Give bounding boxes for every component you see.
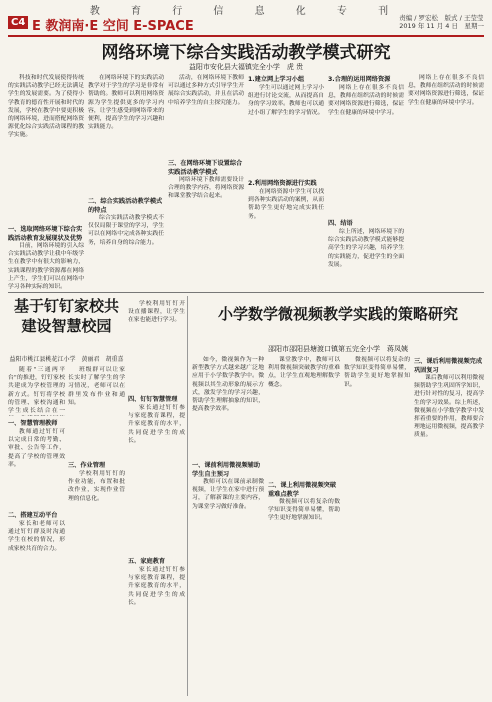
article2-col3-more <box>128 404 185 554</box>
article1-col5b <box>328 228 404 290</box>
article2-col3b <box>128 566 185 696</box>
article2-col2 <box>68 366 125 456</box>
article3-col2b <box>268 498 340 696</box>
article2-col3 <box>128 300 185 390</box>
article1-subhead: 一、选取网络环境下综合实践活动教育发展现状及优势 <box>8 226 83 242</box>
article3-headline: 小学数学微视频教学实践的策略研究 <box>217 305 458 323</box>
article3-subhead: 三、课后利用微视频完成巩固复习 <box>414 358 483 374</box>
article2-subhead: 二、搭建互动平台 <box>8 512 58 519</box>
paragraph: 网络环境下教师需要设计合理的教学内容，将网络资源和课堂教学结合起来。 <box>168 177 244 200</box>
page-number-badge: C4 <box>8 16 28 29</box>
paragraph: 网络上存在很多不良信息，教师在组织活动的时候需要对网络资源进行筛选，保证学生在健康的环境中学习。 <box>328 85 404 116</box>
article1-col2b <box>88 214 164 290</box>
article2-subhead: 三、作业管理 <box>68 462 106 469</box>
article1-col4 <box>248 84 324 174</box>
article3-col1b <box>192 478 264 696</box>
article1-subhead: 三、在网络环境下设置综合实践活动教学模式 <box>168 160 243 176</box>
article2-col2b <box>68 470 125 696</box>
article2-headline: 基于钉钉家校共建设智慧校园 <box>13 297 119 335</box>
article1-col4b <box>248 188 324 290</box>
article2-byline: 益阳市桃江县桃花江小学 黄丽君 胡重喜 <box>9 356 124 363</box>
paragraph: 如今，微视频作为一种新型教学方式越来越广泛地应用于小学数学教学中。微视频以其生动形象的展示方式，激发学生的学习兴趣，帮助学生理解抽象的知识，提高教学效率。 <box>192 357 264 413</box>
masthead-row <box>0 14 492 34</box>
article2-col1b <box>8 428 65 508</box>
paragraph: 在网络资源中学生可以找到各种实践活动的案例，从而帮助学生更好地完成实践任务。 <box>248 189 324 220</box>
issue-date: 2019 年 11 月 4 日 星期一 <box>399 22 484 30</box>
article2-col1c <box>8 520 65 696</box>
paragraph: 科技和时代发展使得传统的实践活动教学已经无法满足学生的发展需要。为了使得小学教育的德育性开展和时代的发展，学校在教学中要更积极的网络环境，进而搭配网络资源优化综合实践活动课程的教学实施。 <box>8 75 84 139</box>
paragraph: 家长通过钉钉参与家庭教育课程，提升家庭教育的水平，共同促进学生的成长。 <box>128 567 185 606</box>
paragraph: 在网络环境下的实践活动教学对于学生的学习是非常有帮助的。教师可以利用网络资源为学生提供更多的学习内容，让学生感受到网络带来的便利，提高学生的学习兴趣和实践能力。 <box>88 75 164 131</box>
paragraph: 班级群可以让家长实时了解学生的学习情况，老师可以在群里发布作业和通知。 <box>68 367 125 406</box>
article1-col3b <box>168 176 244 290</box>
article1-col1 <box>8 74 84 222</box>
article1-subhead: 四、结语 <box>328 220 353 227</box>
paragraph: 活动，在网络环境下教师可以通过多种方式引导学生开展综合实践活动，并且在活动中培养学生的自主探究能力。 <box>168 75 244 106</box>
publication-name: E 教润南·E 空间 E-SPACE <box>32 19 194 34</box>
article3-col2 <box>268 356 340 476</box>
article3-byline: 邵阳市邵阳县塘渡口镇第五完全小学 蒋凤姨 <box>268 345 408 353</box>
article1-subhead: 1.建立网上学习小组 <box>248 76 305 83</box>
paragraph: 家长和老师可以通过钉钉群及时沟通学生在校的情况，形成家校共育的合力。 <box>8 521 65 552</box>
article3-col1 <box>192 356 264 456</box>
article1-col6 <box>408 74 484 290</box>
paragraph: 教师通过钉钉可以完成日常的考勤、审批、公告等工作，提高了学校的管理效率。 <box>8 429 65 468</box>
paragraph: 综合实践活动教学模式不仅仅局限于课堂的学习，学生可以在网络中完成各种实践任务，培养自身的综合能力。 <box>88 215 164 246</box>
article3-col3 <box>344 356 410 696</box>
article1-headline: 网络环境下综合实践活动教学模式研究 <box>101 43 391 63</box>
article1-subhead: 二、综合实践活动教学模式的特点 <box>88 198 163 214</box>
paragraph: 学生可以通过网上学习小组进行讨论交流，从而提高自身的学习效率。教师也可以通过小组了解学生的学习情况。 <box>248 85 324 116</box>
article3-subhead: 一、课前利用微视频辅助学生自主预习 <box>192 462 261 478</box>
article2-col1 <box>8 366 65 416</box>
paragraph: 随着"三通两平台"的推进，钉钉家校共建成为学校管理的新方式。钉钉将学校的管理、家校沟通和学生成长结合在一 <box>8 367 65 415</box>
paragraph: 学校利用钉钉开设直播课程，让学生在家也能进行学习。 <box>128 301 185 324</box>
paragraph: 课后教师可以利用微视频帮助学生巩固所学知识，进行针对性的复习，提高学生的学习效果。综上所述，微视频在小学数学教学中发挥着重要的作用，教师要合理地运用微视频，提高教学质量。 <box>414 375 484 439</box>
paragraph: 教师可以在课前录制微视频，让学生在家中进行预习，了解新课的主要内容，为课堂学习做好准备。 <box>192 479 264 510</box>
article2-subhead: 四、钉钉智慧管理 <box>128 396 178 403</box>
paragraph: 学校利用钉钉的作业功能，布置和批改作业，实现作业管理的信息化。 <box>68 471 125 502</box>
article3-col4 <box>414 374 484 696</box>
article2-subhead: 五、家庭教育 <box>128 558 166 565</box>
paragraph: 微视频可以将复杂的数学知识变得简单易懂，帮助学生更好地掌握知识。 <box>344 357 410 388</box>
paragraph: 目前，网络环境的引入综合实践活动教学让我中年级学生在教学中有很大的影响力，实践课程的教学资源都在网络上产生，学生们可以在网络中学习各种实际的知识。 <box>8 243 84 290</box>
masthead-rule <box>8 35 484 37</box>
masthead <box>0 0 492 40</box>
article1-col1b <box>8 242 84 290</box>
paragraph: 网络上存在很多不良信息，教师在组织活动的时候需要对网络资源进行筛选，保证学生在健康的环境中学习。 <box>408 75 484 106</box>
paragraph: 课堂教学中，教师可以利用微视频突破教学的重难点，让学生直观地理解数学概念。 <box>268 357 340 388</box>
paragraph: 综上所述，网络环境下的综合实践活动教学模式能够提高学生的学习兴趣，培养学生的实践能力，促进学生的全面发展。 <box>328 229 404 268</box>
editor-line: 责编 / 罗宏松 版式 / 王莹莹 <box>399 14 484 22</box>
article1-subhead: 3.合理的运用网络资源 <box>328 76 391 83</box>
masthead-title: 教 育 行 信 息 化 专 刊 <box>89 6 403 17</box>
column-divider <box>187 296 188 696</box>
paragraph: 微视频可以将复杂的数学知识变得简单易懂，帮助学生更好地掌握知识。 <box>268 499 340 522</box>
article1-byline: 益阳市安化县大福镇完全小学 虎 贵 <box>188 63 304 71</box>
article1-col3 <box>168 74 244 154</box>
editor-info <box>399 14 484 30</box>
paragraph: 家长通过钉钉参与家庭教育课程，提升家庭教育的水平，共同促进学生的成长。 <box>128 405 185 444</box>
article1-col2 <box>88 74 164 192</box>
article1-subhead: 2.利用网络资源进行实践 <box>248 180 317 187</box>
article3-subhead: 二、课上利用微视频突破重难点教学 <box>268 482 337 498</box>
article1-col5 <box>328 84 404 214</box>
section-divider <box>8 292 484 293</box>
article2-subhead: 一、智慧管理教师 <box>8 420 58 427</box>
